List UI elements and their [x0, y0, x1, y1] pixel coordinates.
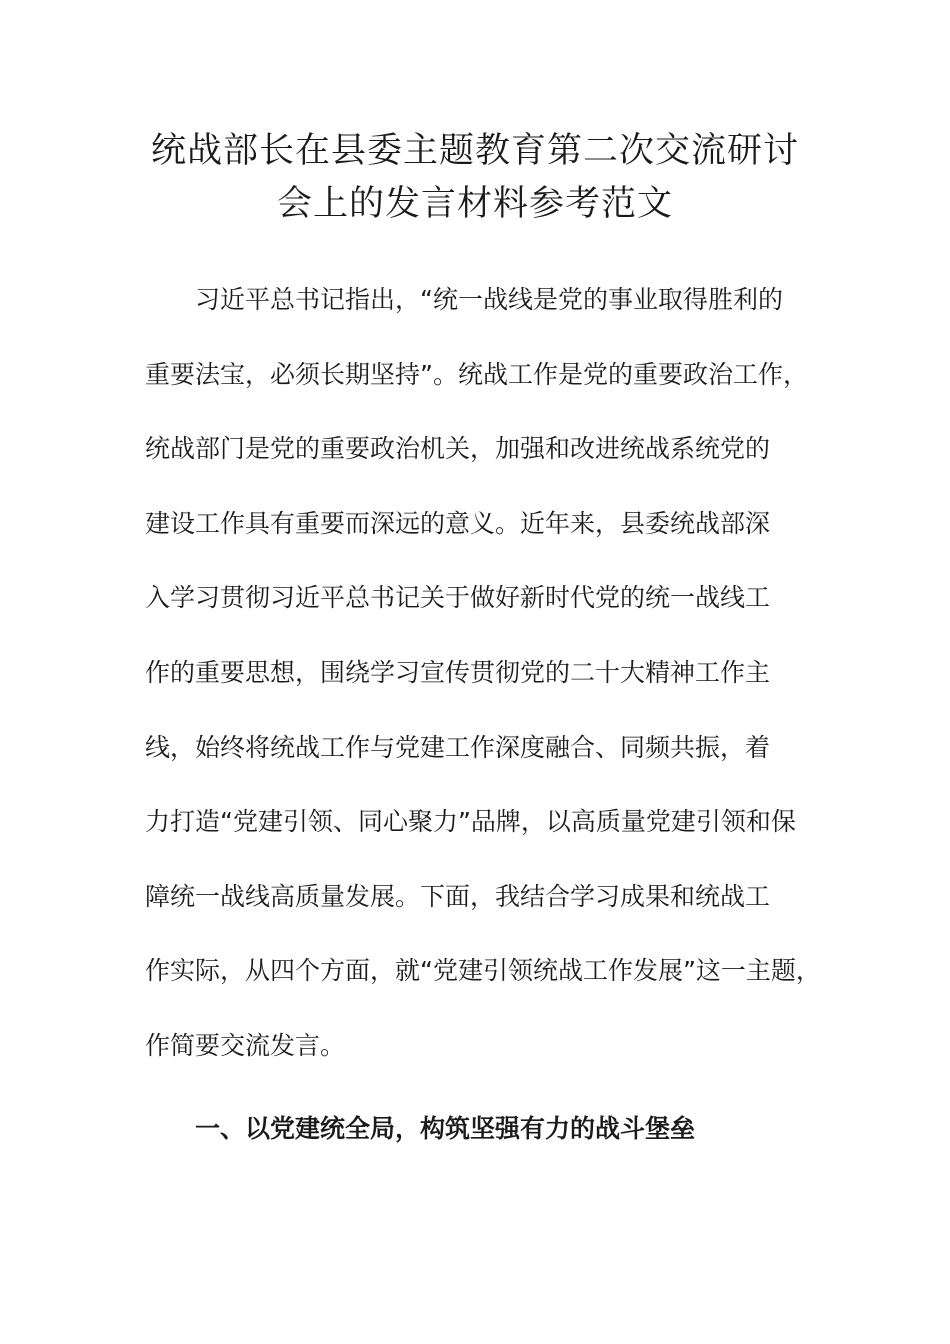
paragraph-line-2: 重要法宝，必须长期坚持”。统战工作是党的重要政治工作，: [145, 360, 808, 389]
paragraph-line-11: 作简要交流发言。: [145, 1031, 346, 1060]
section-heading: 一、以党建统全局，构筑坚强有力的战斗堡垒: [195, 1114, 696, 1143]
document-title-line-1: 统战部长在县委主题教育第二次交流研讨: [150, 131, 799, 171]
paragraph-line-8: 力打造“党建引领、同心聚力”品牌，以高质量党建引领和保: [145, 807, 796, 836]
paragraph-line-6: 作的重要思想，围绕学习宣传贯彻党的二十大精神工作主: [145, 658, 771, 687]
paragraph-line-4: 建设工作具有重要而深远的意义。近年来，县委统战部深: [145, 509, 771, 538]
document-title-line-2: 会上的发言材料参考范文: [276, 184, 673, 224]
paragraph-line-9: 障统一战线高质量发展。下面，我结合学习成果和统战工: [145, 882, 771, 911]
paragraph-line-3: 统战部门是党的重要政治机关，加强和改进统战系统党的: [145, 434, 771, 463]
paragraph-line-5: 入学习贯彻习近平总书记关于做好新时代党的统一战线工: [145, 583, 771, 612]
paragraph-line-1: 习近平总书记指出，“统一战线是党的事业取得胜利的: [195, 285, 783, 314]
paragraph-line-10: 作实际，从四个方面，就“党建引领统战工作发展”这一主题，: [145, 956, 821, 985]
paragraph-line-7: 线，始终将统战工作与党建工作深度融合、同频共振，着: [145, 733, 771, 762]
